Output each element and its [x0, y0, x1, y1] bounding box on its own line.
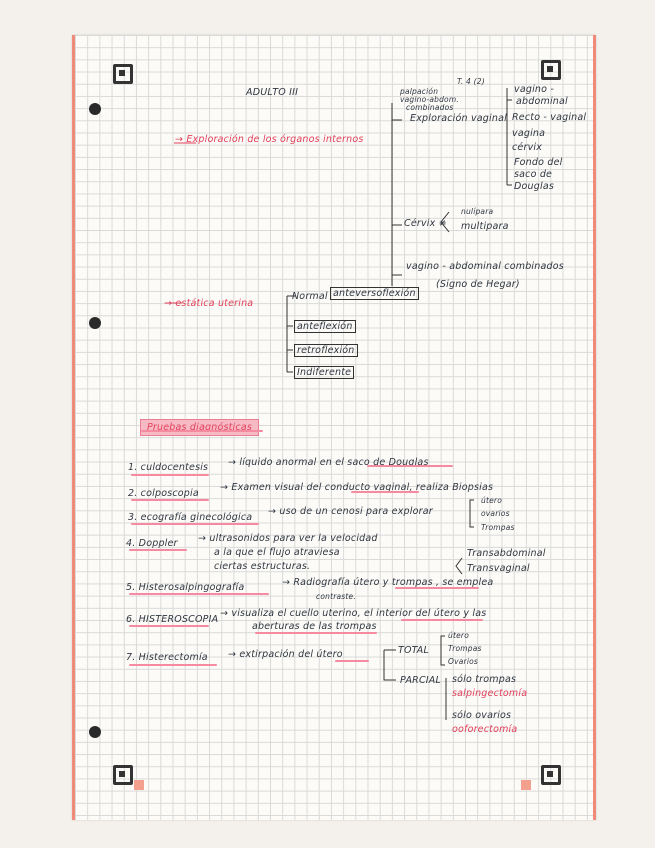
prueba-term: 6. HISTEROSCOPIA — [126, 614, 219, 625]
prueba-term: 3. ecografía ginecológica — [128, 512, 253, 523]
vaginal-item: vagina — [512, 128, 546, 139]
solo-trompas: sólo trompas — [452, 674, 517, 685]
palpacion-sub: vagino-abdom. — [400, 95, 459, 104]
total-label: TOTAL — [398, 645, 430, 656]
prueba-def: → uso de un cenosi para explorar — [268, 506, 433, 517]
vaginal-item: Recto - vaginal — [512, 112, 587, 123]
doppler-option: Transabdominal — [467, 548, 546, 559]
prueba-term: 1. culdocentesis — [128, 462, 209, 473]
vaginal-item: Douglas — [514, 181, 554, 192]
cervix-label: Cérvix ≠ — [404, 218, 447, 229]
doppler-option: Transvaginal — [467, 563, 530, 574]
doppler-line2: a la que el flujo atraviesa — [214, 547, 340, 558]
prueba-term: 4. Doppler — [126, 538, 178, 549]
vagino-abdominal: vagino - abdominal combinados — [406, 261, 564, 272]
total-item: Trompas — [448, 644, 482, 653]
doppler-line3: ciertas estructuras. — [214, 561, 311, 572]
vaginal-item: vagino - — [514, 84, 554, 95]
prueba-term: 2. colposcopia — [128, 488, 199, 499]
ooforectomia: ooforectomía — [452, 724, 518, 735]
hist-line2: aberturas de las trompas — [252, 621, 377, 632]
nulipara-label: nulípara — [461, 207, 494, 216]
eco-item: Trompas — [481, 523, 515, 532]
multipara-label: multipara — [461, 221, 509, 232]
prueba-def: → Radiografía útero y trompas , se emplea — [282, 577, 494, 588]
solo-ovarios: sólo ovarios — [452, 710, 512, 721]
vaginal-item: abdominal — [516, 96, 568, 107]
prueba-def: → líquido anormal en el saco de Douglas — [228, 457, 429, 468]
prueba-def: → visualiza el cuello uterino, el interior del útero y las — [220, 608, 487, 619]
hsg-line2: contraste. — [316, 592, 356, 601]
vaginal-item: saco de — [514, 169, 553, 180]
prueba-def: → Examen visual del conducto vaginal, realiza Biopsias — [220, 482, 494, 493]
eco-item: útero — [481, 496, 502, 505]
salpingectomia: salpingectomía — [452, 688, 528, 699]
hegar-sign: (Signo de Hegar) — [436, 279, 520, 290]
prueba-def: → extirpación del útero — [228, 649, 343, 660]
eco-item: ovarios — [481, 509, 510, 518]
palpacion-label: palpación — [400, 87, 439, 96]
exploration-heading: → Exploración de los órganos internos — [175, 134, 364, 145]
estatica-item: retroflexión — [294, 344, 358, 357]
page-ref: T. 4 (2) — [457, 77, 485, 86]
vaginal-item: Fondo del — [514, 157, 563, 168]
prueba-def: → ultrasonidos para ver la velocidad — [198, 533, 378, 544]
pruebas-title: Pruebas diagnósticas — [140, 419, 259, 436]
prueba-term: 5. Histerosalpingografía — [126, 582, 245, 593]
estatica-item: anteversoflexión — [330, 287, 419, 300]
total-item: útero — [448, 631, 469, 640]
prueba-term: 7. Histerectomía — [126, 652, 208, 663]
total-item: Ovarios — [448, 657, 479, 666]
combinados-label: combinados — [406, 103, 454, 112]
estatica-heading: → estática uterina — [164, 298, 254, 309]
estatica-item: anteflexión — [294, 320, 356, 333]
normal-label: Normal — [292, 291, 328, 302]
parcial-label: PARCIAL — [400, 675, 441, 686]
estatica-item: Indiferente — [294, 366, 354, 379]
page-title: ADULTO III — [246, 87, 299, 98]
vaginal-item: cérvix — [512, 142, 543, 153]
vaginal-exploration: Exploración vaginal — [410, 113, 507, 124]
